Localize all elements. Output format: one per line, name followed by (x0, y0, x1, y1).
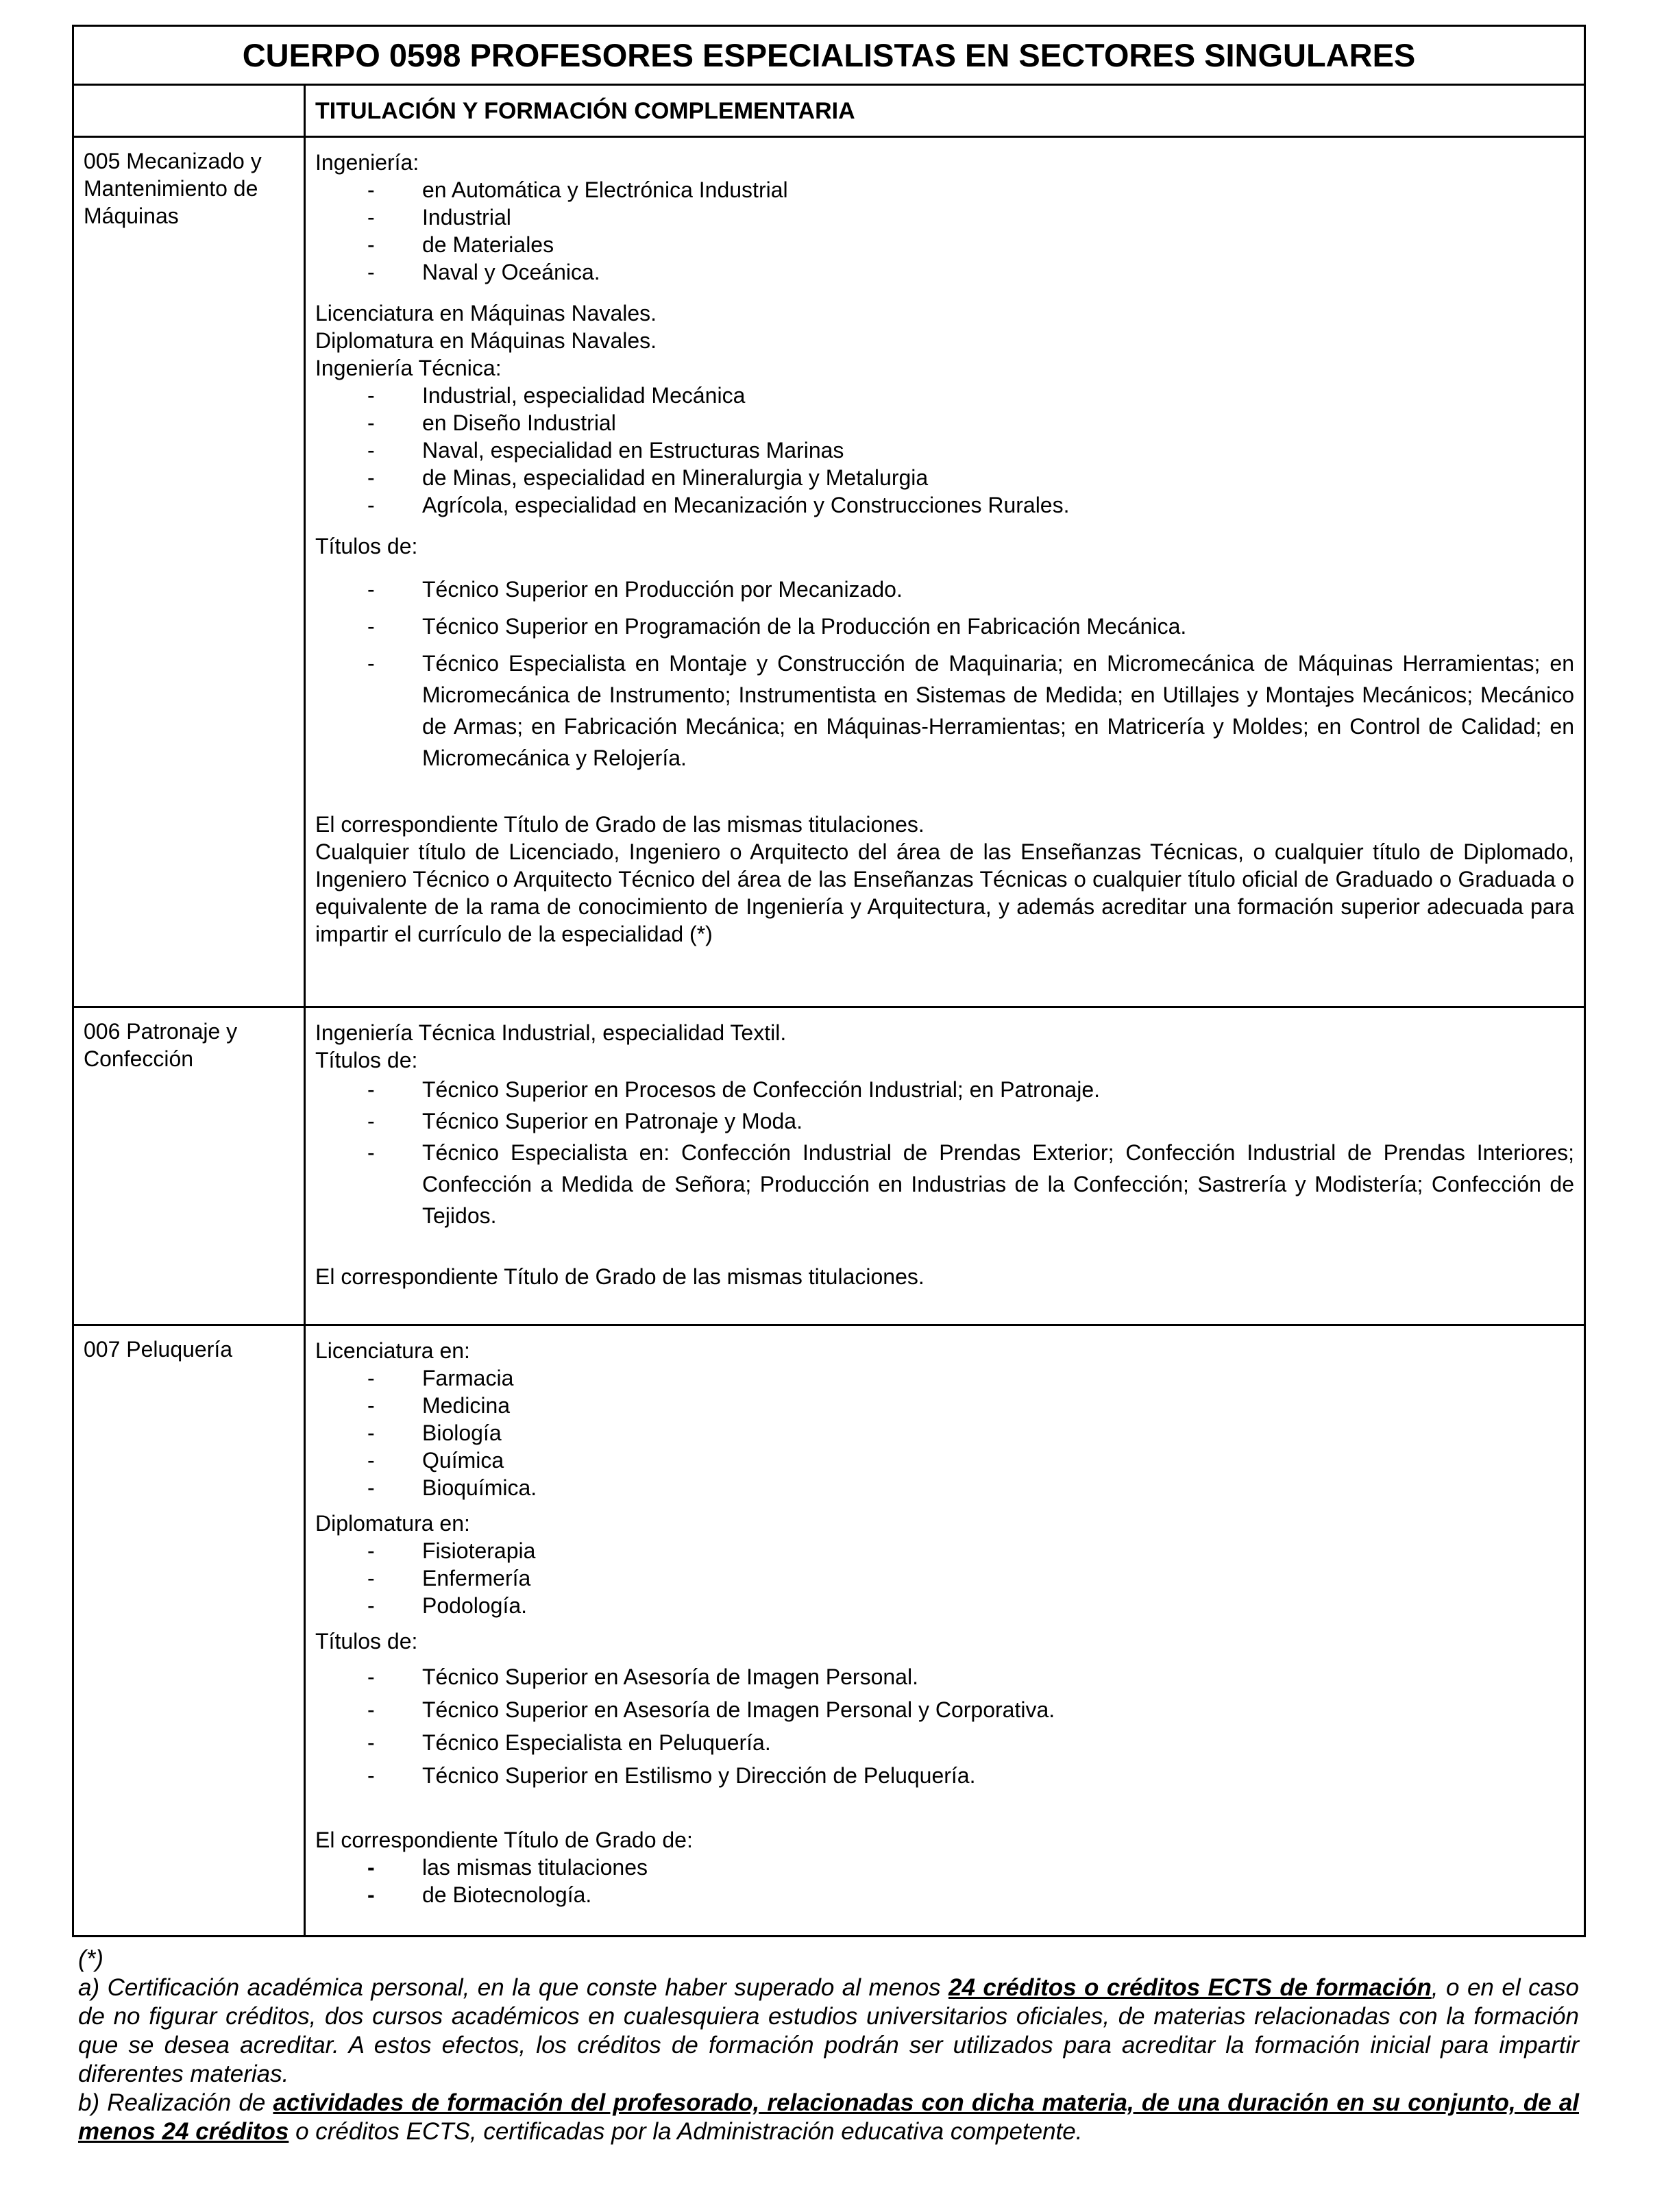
titulos-list (315, 1074, 1574, 1231)
ing-tecnica-line: Ingeniería Técnica Industrial, especialidad Textil. (315, 1020, 787, 1045)
footnote-marker: (*) (78, 1945, 103, 1972)
list-item: - Enfermería (315, 1564, 1574, 1592)
specialty-code: 007 Peluquería (73, 1325, 305, 1937)
list-item: - de Minas, especialidad en Mineralurgia y Metalurgia (315, 464, 1574, 491)
specialty-code: 005 Mecanizado y Mantenimiento de Máquinas (73, 137, 305, 1007)
specialty-code: 006 Patronaje y Confección (73, 1007, 305, 1325)
list-item: - Agrícola, especialidad en Mecanización y Construcciones Rurales. (315, 491, 1574, 519)
list-item: - Biología (315, 1419, 1574, 1447)
specialty-content (305, 1007, 1585, 1325)
list-item: - Técnico Especialista en: Confección Industrial de Prendas Exterior; Confección Industrial de Prendas Interiores; Confección a Medida de Señora; Producción en Industrias de la Confección; Sastrería y Modistería; Confección de Tejidos. (315, 1137, 1574, 1231)
specialty-content (305, 1325, 1585, 1937)
titulos-list (315, 1663, 1574, 1789)
list-item: - Técnico Superior en Patronaje y Moda. (315, 1105, 1574, 1137)
list-item: - Industrial, especialidad Mecánica (315, 382, 1574, 409)
specialty-content (305, 137, 1585, 1007)
titulos-heading: Títulos de: (315, 1629, 418, 1654)
list-item: - Técnico Superior en Asesoría de Imagen Personal. (315, 1663, 1574, 1691)
table-row (73, 1325, 1585, 1937)
list-item: - en Automática y Electrónica Industrial (315, 176, 1574, 204)
licenciatura-line: Licenciatura en Máquinas Navales. (315, 301, 657, 325)
list-item: - Química (315, 1447, 1574, 1474)
empty-header-cell (73, 85, 305, 137)
list-item: - Naval, especialidad en Estructuras Marinas (315, 437, 1574, 464)
list-item: - Podología. (315, 1592, 1574, 1619)
footnote-a-emphasis: 24 créditos o créditos ECTS de formación (948, 1974, 1432, 2001)
ing-tecnica-heading: Ingeniería Técnica: (315, 356, 502, 380)
grado-heading: El correspondiente Título de Grado de: (315, 1828, 693, 1852)
column-header: TITULACIÓN Y FORMACIÓN COMPLEMENTARIA (305, 85, 1585, 137)
ing-tecnica-list (315, 382, 1574, 519)
list-item: - Bioquímica. (315, 1474, 1574, 1501)
list-item: - Farmacia (315, 1364, 1574, 1392)
footnote-a: a) Certificación académica personal, en la que conste haber superado al menos 24 créditos o créditos ECTS de formación, o en el caso de no figurar créditos, dos cursos académicos en cualesquiera estudios universitarios oficiales, de materias relacionadas con la formación que se desea acreditar. A estos efectos, los créditos de formación podrán ser utilizados para acreditar la formación inicial para impartir diferentes materias. (78, 1974, 1580, 2087)
cualquier-paragraph: Cualquier título de Licenciado, Ingeniero o Arquitecto del área de las Enseñanzas Técnicas, o cualquier título de Diplomado, Ingeniero Técnico o Arquitecto Técnico del área de las Enseñanzas Técnicas o cualquier título oficial de Graduado o Graduada o equivalente de la rama de conocimiento de Ingeniería y Arquitectura, y además acreditar una formación superior adecuada para impartir el currículo de la especialidad (*) (315, 839, 1574, 946)
specialties-table (72, 25, 1586, 1937)
diplomatura-list (315, 1537, 1574, 1619)
list-item: - Técnico Superior en Procesos de Confección Industrial; en Patronaje. (315, 1074, 1574, 1105)
diplomatura-heading: Diplomatura en: (315, 1511, 470, 1536)
list-item: - Técnico Superior en Programación de la Producción en Fabricación Mecánica. (315, 611, 1574, 642)
list-item: - Naval y Oceánica. (315, 258, 1574, 286)
titulos-list (315, 574, 1574, 774)
footnote-b: b) Realización de actividades de formación del profesorado, relacionadas con dicha materia, de una duración en su conjunto, de al menos 24 créditos o créditos ECTS, certificadas por la Administración educativa competente. (78, 2089, 1580, 2145)
titulos-heading: Títulos de: (315, 1048, 418, 1072)
list-item: - Medicina (315, 1392, 1574, 1419)
licenciatura-list (315, 1364, 1574, 1501)
list-item: - en Diseño Industrial (315, 409, 1574, 437)
ingenieria-heading: Ingeniería: (315, 150, 419, 175)
licenciatura-heading: Licenciatura en: (315, 1338, 470, 1363)
table-title: CUERPO 0598 PROFESORES ESPECIALISTAS EN SECTORES SINGULARES (73, 26, 1585, 85)
titulos-heading: Títulos de: (315, 534, 418, 558)
list-item: - Técnico Superior en Asesoría de Imagen Personal y Corporativa. (315, 1696, 1574, 1723)
list-item: - Fisioterapia (315, 1537, 1574, 1564)
table-row (73, 1007, 1585, 1325)
diplomatura-line: Diplomatura en Máquinas Navales. (315, 328, 657, 353)
list-item: - las mismas titulaciones (315, 1854, 1574, 1881)
list-item: - Técnico Especialista en Montaje y Construcción de Maquinaria; en Micromecánica de Máquinas Herramientas; en Micromecánica de Instrumento; Instrumentista en Sistemas de Medida; en Utillajes y Montajes Mecánicos; Mecánico de Armas; en Fabricación Mecánica; en Máquinas-Herramientas; en Matricería y Moldes; en Control de Calidad; en Micromecánica y Relojería. (315, 648, 1574, 774)
grado-line: El correspondiente Título de Grado de las mismas titulaciones. (315, 1264, 925, 1289)
list-item: - Técnico Superior en Producción por Mecanizado. (315, 574, 1574, 605)
list-item: - Técnico Superior en Estilismo y Dirección de Peluquería. (315, 1762, 1574, 1789)
list-item: - Técnico Especialista en Peluquería. (315, 1729, 1574, 1756)
footnote (78, 1945, 1579, 2146)
list-item: - de Biotecnología. (315, 1881, 1574, 1908)
table-row (73, 137, 1585, 1007)
list-item: - de Materiales (315, 231, 1574, 258)
grado-list (315, 1854, 1574, 1908)
footnote-b-emphasis: actividades de formación del profesorado, relacionadas con dicha materia, de una duración en su conjunto, de al menos 24 créditos (78, 2089, 1580, 2145)
grado-line: El correspondiente Título de Grado de las mismas titulaciones. (315, 812, 925, 837)
ingenieria-list (315, 176, 1574, 286)
list-item: - Industrial (315, 204, 1574, 231)
